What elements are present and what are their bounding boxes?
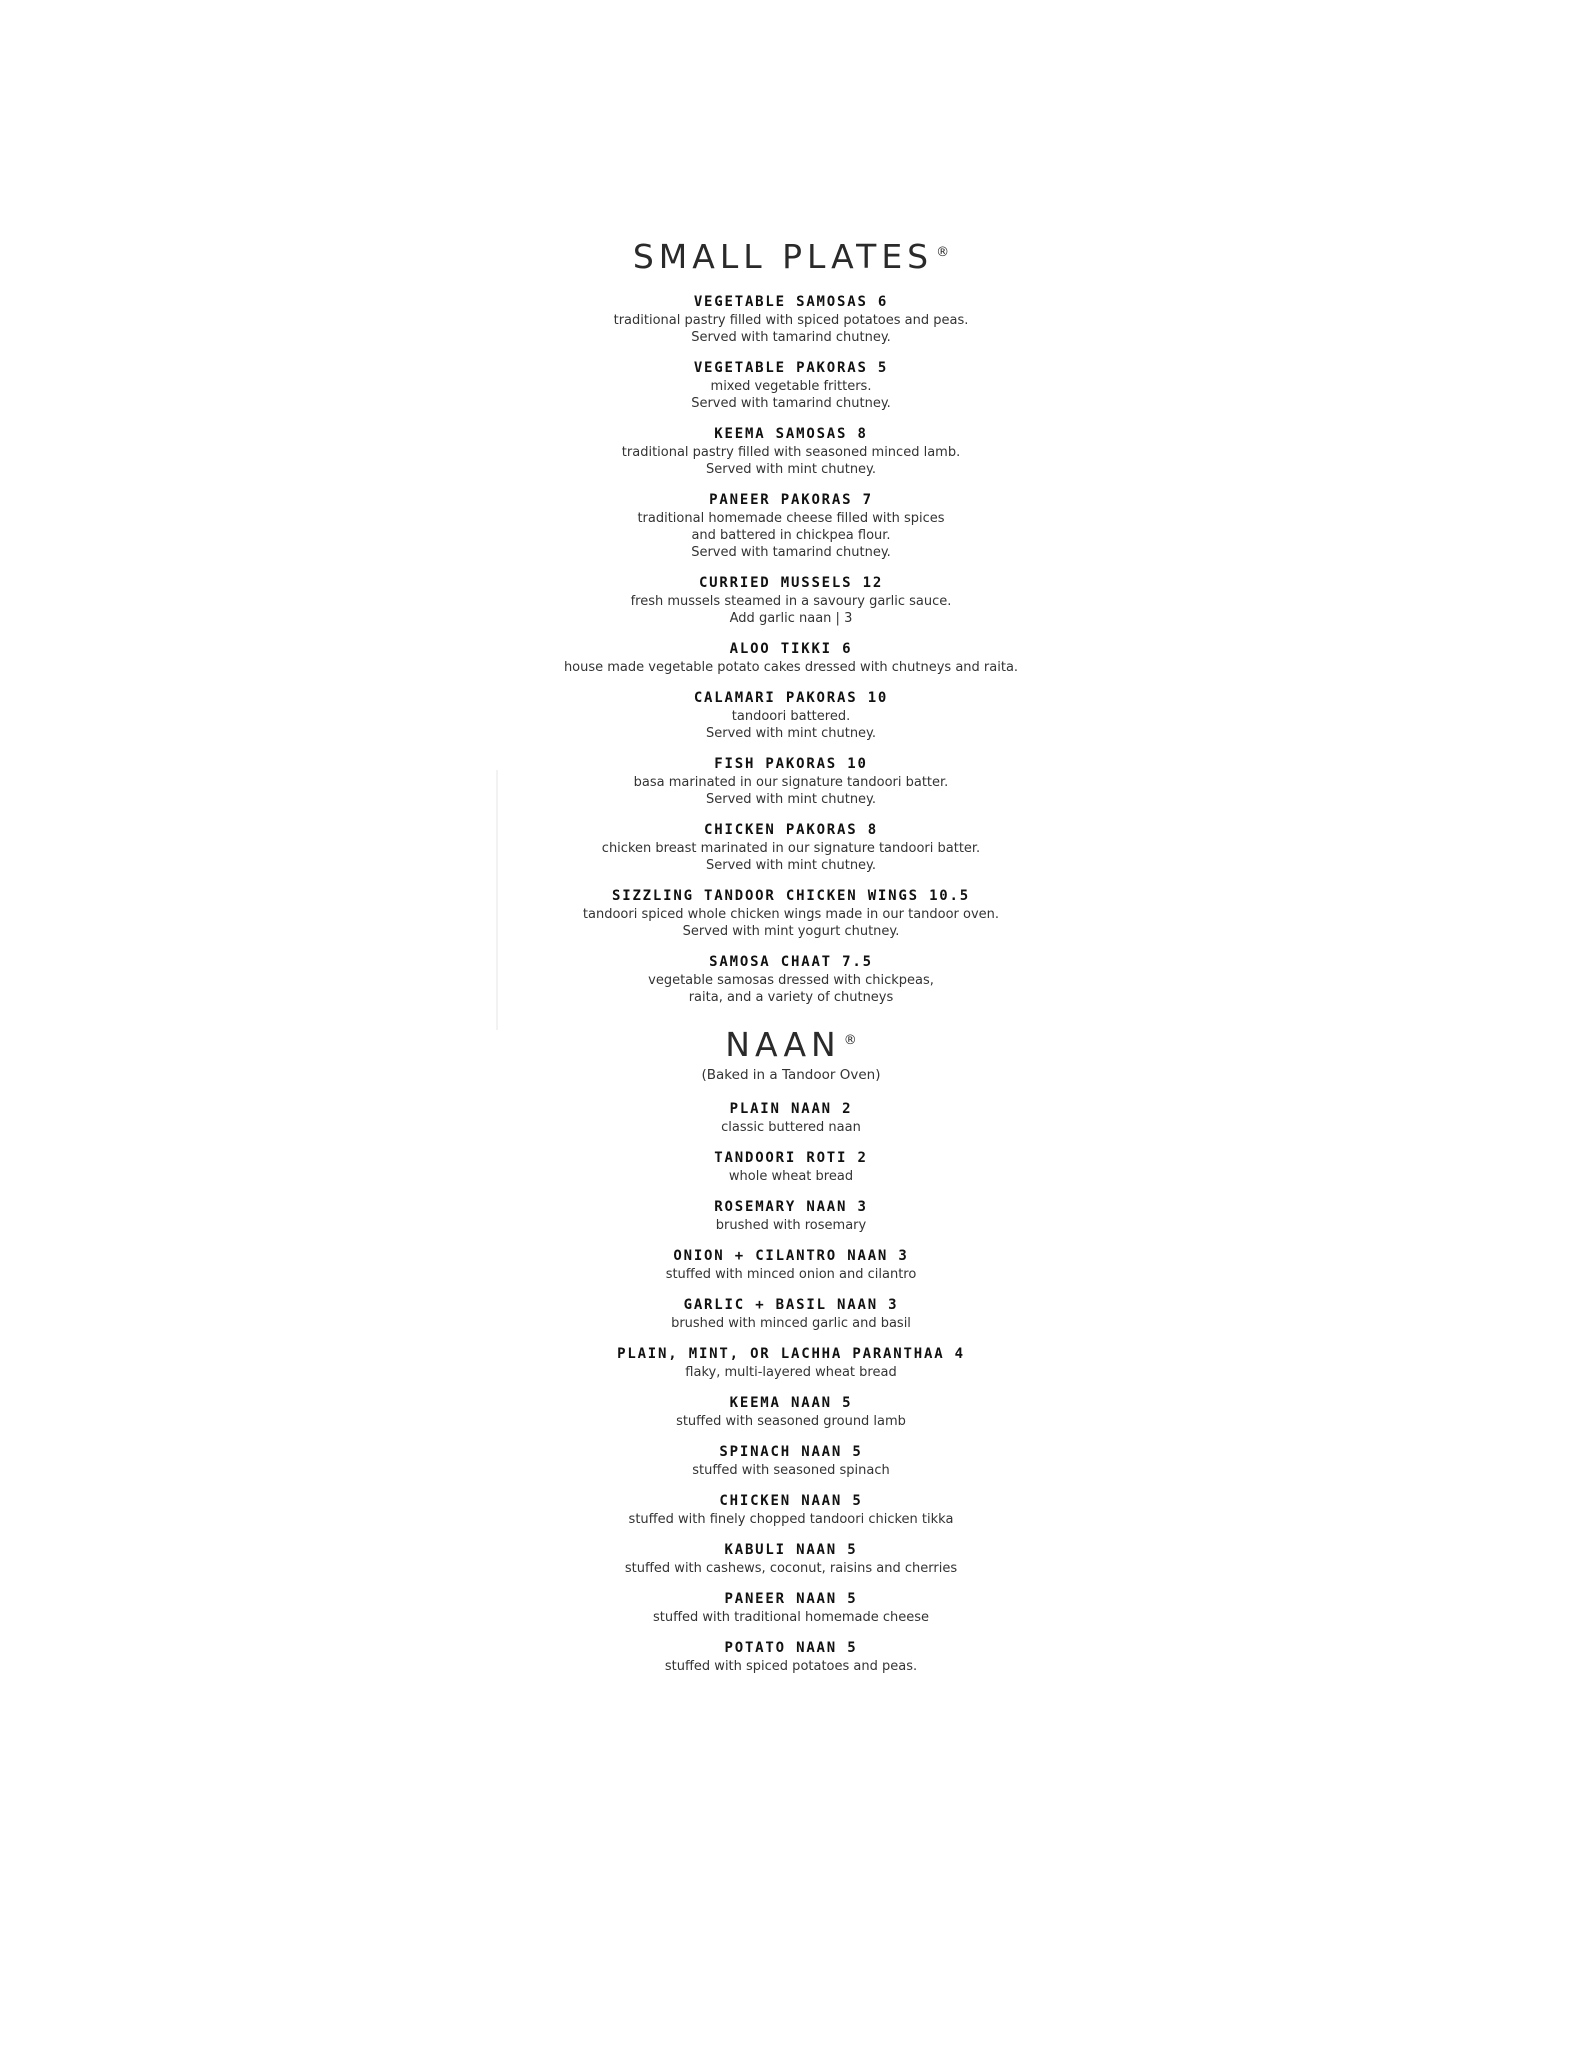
naan-title-mark: ®: [843, 1033, 857, 1048]
menu-item: [0, 953, 1582, 1006]
menu-item: [0, 574, 1582, 627]
menu-item-name: ALOO TIKKI 6: [729, 641, 853, 657]
menu-item: [0, 1296, 1582, 1332]
menu-item: [0, 293, 1582, 346]
menu-item-description: stuffed with traditional homemade cheese: [652, 1610, 930, 1625]
menu-item-name: CURRIED MUSSELS 12: [698, 575, 884, 591]
naan-list: [0, 1100, 1582, 1675]
menu-item: [0, 689, 1582, 742]
menu-item-name: KEEMA SAMOSAS 8: [714, 426, 868, 442]
menu-item-name: SPINACH NAAN 5: [719, 1444, 863, 1460]
menu-item-name: PANEER PAKORAS 7: [709, 492, 873, 508]
menu-item-name: GARLIC + BASIL NAAN 3: [683, 1297, 899, 1313]
menu-item-description: vegetable samosas dressed with chickpeas, raita, and a variety of chutneys: [648, 973, 934, 1005]
menu-item-description: house made vegetable potato cakes dressed with chutneys and raita.: [563, 660, 1019, 675]
menu-item-description: stuffed with minced onion and cilantro: [665, 1267, 917, 1282]
menu-item: [0, 1394, 1582, 1430]
naan-section: [0, 1025, 1582, 1688]
menu-item-description: stuffed with seasoned spinach: [692, 1463, 890, 1478]
menu-item-description: traditional pastry filled with seasoned minced lamb. Served with mint chutney.: [621, 445, 961, 477]
small-plates-title: [0, 237, 1582, 276]
menu-item: [0, 1590, 1582, 1626]
menu-item-description: brushed with minced garlic and basil: [671, 1316, 911, 1331]
small-plates-title-text: SMALL PLATES: [632, 237, 934, 276]
menu-item-name: CHICKEN PAKORAS 8: [704, 822, 878, 838]
naan-title: [0, 1025, 1582, 1064]
menu-item-description: fresh mussels steamed in a savoury garlic sauce. Add garlic naan | 3: [630, 594, 952, 626]
menu-item-name: FISH PAKORAS 10: [714, 756, 868, 772]
menu-item-name: CALAMARI PAKORAS 10: [693, 690, 889, 706]
menu-item-name: ROSEMARY NAAN 3: [714, 1199, 868, 1215]
menu-item: [0, 1639, 1582, 1675]
menu-item-description: basa marinated in our signature tandoori batter. Served with mint chutney.: [633, 775, 949, 807]
menu-item: [0, 1247, 1582, 1283]
menu-item-description: mixed vegetable fritters. Served with tamarind chutney.: [691, 379, 891, 411]
menu-item: [0, 1345, 1582, 1381]
naan-title-text: NAAN: [725, 1025, 841, 1064]
menu-item: [0, 1100, 1582, 1136]
menu-item-description: whole wheat bread: [728, 1169, 854, 1184]
menu-item: [0, 1443, 1582, 1479]
menu-item-description: classic buttered naan: [721, 1120, 861, 1135]
menu-item: [0, 887, 1582, 940]
menu-item-name: PLAIN NAAN 2: [729, 1101, 853, 1117]
menu-item-name: POTATO NAAN 5: [724, 1640, 858, 1656]
menu-item-name: KABULI NAAN 5: [724, 1542, 858, 1558]
menu-item-name: ONION + CILANTRO NAAN 3: [673, 1248, 909, 1264]
menu-item-description: stuffed with seasoned ground lamb: [676, 1414, 906, 1429]
small-plates-list: [0, 293, 1582, 1006]
small-plates-section: [0, 237, 1582, 1019]
menu-item: [0, 755, 1582, 808]
menu-item-name: PANEER NAAN 5: [724, 1591, 858, 1607]
menu-item: [0, 1492, 1582, 1528]
menu-item-name: VEGETABLE SAMOSAS 6: [693, 294, 889, 310]
menu-item-description: traditional pastry filled with spiced potatoes and peas. Served with tamarind chutney.: [613, 313, 969, 345]
menu-item: [0, 359, 1582, 412]
menu-item: [0, 640, 1582, 676]
menu-item-name: SIZZLING TANDOOR CHICKEN WINGS 10.5: [611, 888, 970, 904]
menu-item-description: tandoori battered. Served with mint chutney.: [705, 709, 877, 741]
menu-item-description: stuffed with spiced potatoes and peas.: [664, 1659, 918, 1674]
menu-item-name: SAMOSA CHAAT 7.5: [709, 954, 873, 970]
menu-item-description: flaky, multi-layered wheat bread: [685, 1365, 897, 1380]
menu-item: [0, 1198, 1582, 1234]
menu-item-description: tandoori spiced whole chicken wings made in our tandoor oven. Served with mint yogurt chutney.: [582, 907, 1000, 939]
menu-item-name: VEGETABLE PAKORAS 5: [693, 360, 889, 376]
menu-item-description: traditional homemade cheese filled with spices and battered in chickpea flour. Served with tamarind chutney.: [637, 511, 945, 560]
menu-item: [0, 1541, 1582, 1577]
menu-item-description: brushed with rosemary: [715, 1218, 867, 1233]
menu-item: [0, 491, 1582, 561]
menu-item-name: PLAIN, MINT, OR LACHHA PARANTHAA 4: [617, 1346, 965, 1362]
menu-item-description: stuffed with finely chopped tandoori chicken tikka: [628, 1512, 954, 1527]
menu-item: [0, 425, 1582, 478]
menu-item-name: TANDOORI ROTI 2: [714, 1150, 868, 1166]
naan-note: (Baked in a Tandoor Oven): [701, 1067, 881, 1083]
menu-item-description: stuffed with cashews, coconut, raisins and cherries: [624, 1561, 958, 1576]
menu-item-description: chicken breast marinated in our signature tandoori batter. Served with mint chutney.: [601, 841, 981, 873]
small-plates-title-mark: ®: [936, 245, 950, 260]
menu-item-name: KEEMA NAAN 5: [729, 1395, 853, 1411]
menu-item: [0, 821, 1582, 874]
menu-item-name: CHICKEN NAAN 5: [719, 1493, 863, 1509]
menu-item: [0, 1149, 1582, 1185]
